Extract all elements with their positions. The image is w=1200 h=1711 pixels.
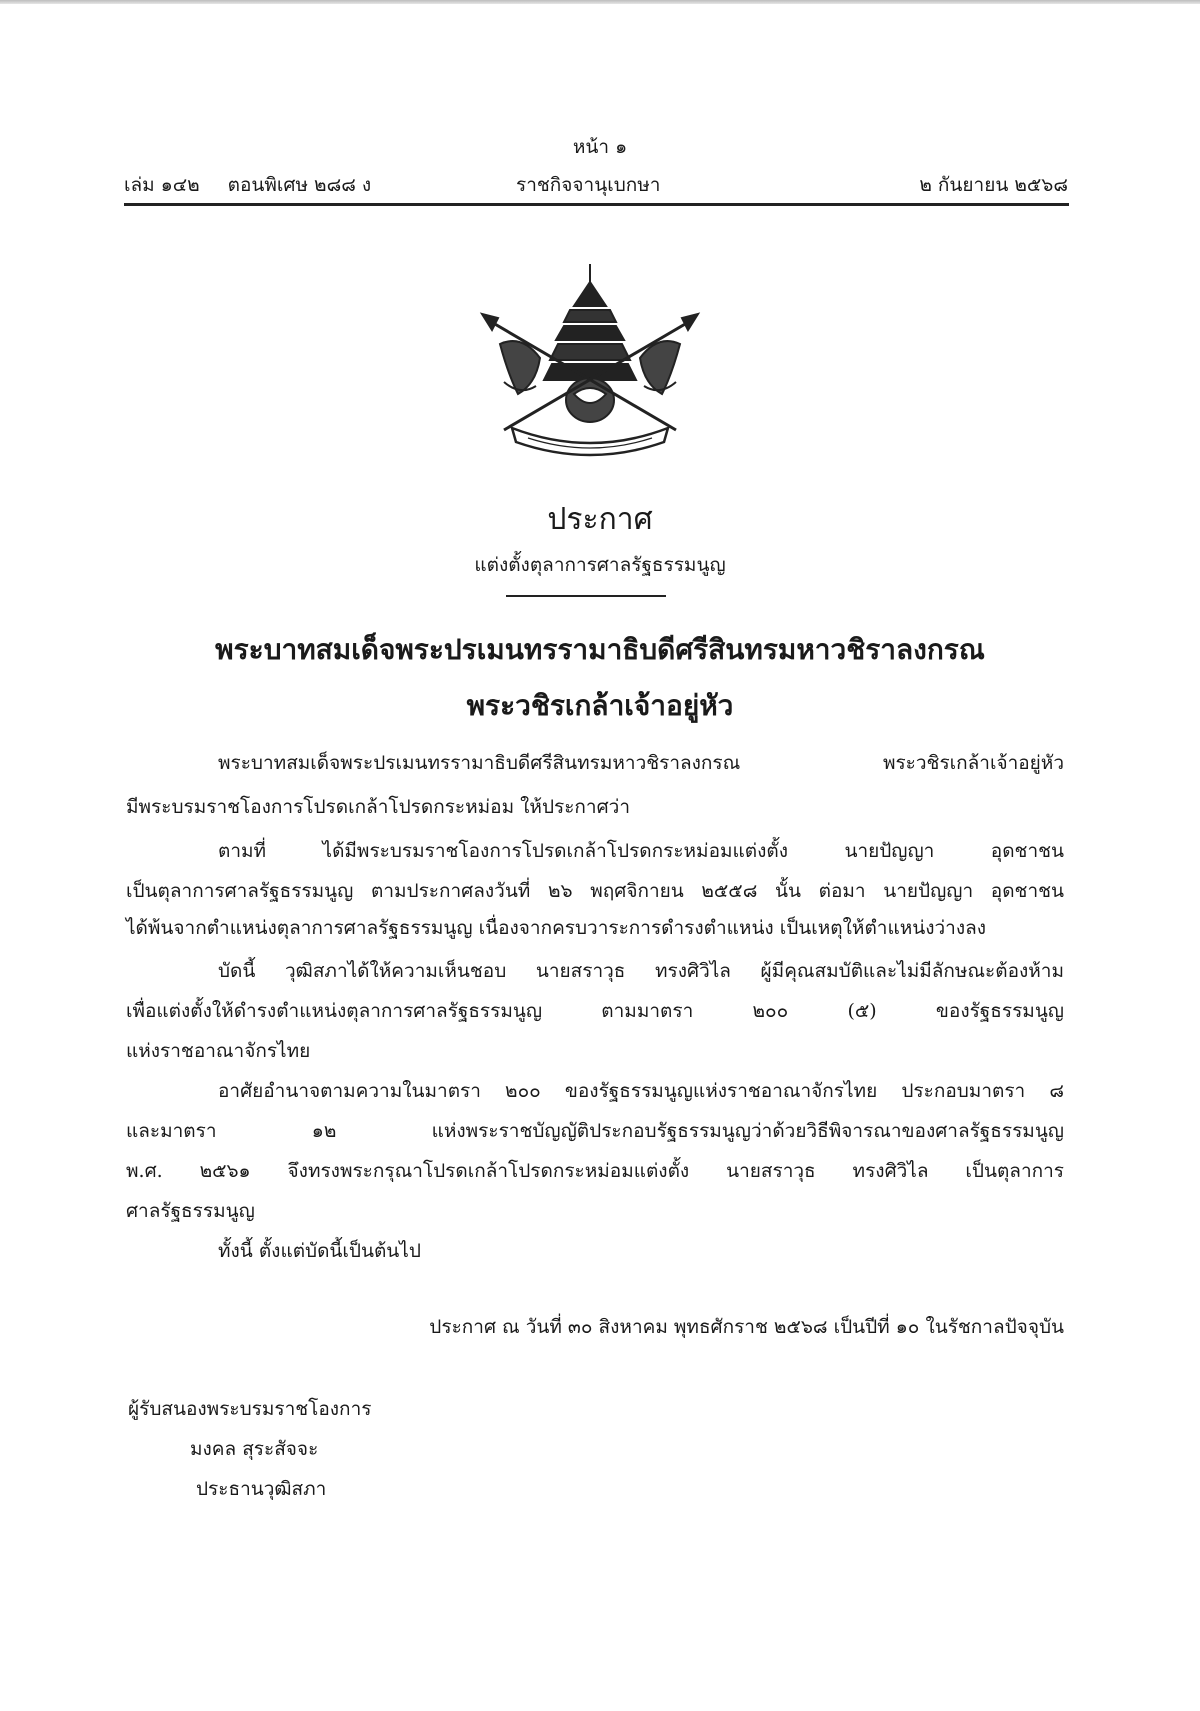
body-line: ทั้งนี้ ตั้งแต่บัดนี้เป็นต้นไป: [218, 1240, 421, 1262]
page-number: หน้า ๑: [572, 136, 628, 158]
king-name-line-1: พระบาทสมเด็จพระปรเมนทรรามาธิบดีศรีสินทรมหาวชิราลงกรณ: [215, 633, 985, 666]
body-line: ได้พ้นจากตำแหน่งตุลาการศาลรัฐธรรมนูญ เนื่องจากครบวาระการดำรงตำแหน่ง เป็นเหตุให้ตำแหน่งว่างลง: [126, 917, 987, 939]
gazette-section: ตอนพิเศษ ๒๘๘ ง: [227, 174, 372, 196]
body-line: มีพระบรมราชโองการโปรดเกล้าโปรดกระหม่อม ให้ประกาศว่า: [126, 796, 631, 818]
countersign-name: มงคล สุระสัจจะ: [190, 1438, 319, 1460]
body-line: ตามที่ ได้มีพระบรมราชโองการโปรดเกล้าโปรดกระหม่อมแต่งตั้ง นายปัญญา อุดชาชน: [218, 840, 1064, 862]
announcement-title: ประกาศ: [547, 502, 653, 537]
gazette-publication: ราชกิจจานุเบกษา: [516, 174, 661, 196]
title-divider: [506, 595, 666, 597]
royal-garuda-emblem-icon: [470, 262, 710, 462]
body-line: บัดนี้ วุฒิสภาได้ให้ความเห็นชอบ นายสราวุธ ทรงศิวิไล ผู้มีคุณสมบัติและไม่มีลักษณะต้องห้าม: [218, 960, 1064, 982]
announcement-subtitle: แต่งตั้งตุลาการศาลรัฐธรรมนูญ: [474, 554, 726, 576]
countersign-position: ประธานวุฒิสภา: [196, 1478, 327, 1500]
header-divider: [124, 203, 1069, 206]
gazette-date: ๒ กันยายน ๒๕๖๘: [919, 174, 1068, 196]
body-line: เป็นตุลาการศาลรัฐธรรมนูญ ตามประกาศลงวันที่ ๒๖ พฤศจิกายน ๒๕๕๘ นั้น ต่อมา นายปัญญา อุดชาชน: [126, 880, 1064, 902]
body-line: พระบาทสมเด็จพระปรเมนทรรามาธิบดีศรีสินทรมหาวชิราลงกรณ พระวชิรเกล้าเจ้าอยู่หัว: [218, 752, 1064, 774]
proclamation-date-line: ประกาศ ณ วันที่ ๓๐ สิงหาคม พุทธศักราช ๒๕๖๘ เป็นปีที่ ๑๐ ในรัชกาลปัจจุบัน: [429, 1316, 1064, 1338]
body-line: พ.ศ. ๒๕๖๑ จึงทรงพระกรุณาโปรดเกล้าโปรดกระหม่อมแต่งตั้ง นายสราวุธ ทรงศิวิไล เป็นตุลาการ: [126, 1160, 1064, 1182]
body-line: อาศัยอำนาจตามความในมาตรา ๒๐๐ ของรัฐธรรมนูญแห่งราชอาณาจักรไทย ประกอบมาตรา ๘: [218, 1080, 1064, 1102]
body-line: เพื่อแต่งตั้งให้ดำรงตำแหน่งตุลาการศาลรัฐธรรมนูญ ตามมาตรา ๒๐๐ (๕) ของรัฐธรรมนูญ: [126, 1000, 1064, 1022]
gazette-volume: เล่ม ๑๔๒: [124, 174, 200, 196]
body-line: และมาตรา ๑๒ แห่งพระราชบัญญัติประกอบรัฐธรรมนูญว่าด้วยวิธีพิจารณาของศาลรัฐธรรมนูญ: [126, 1120, 1064, 1142]
top-edge-shadow: [0, 0, 1200, 4]
body-line: แห่งราชอาณาจักรไทย: [126, 1040, 311, 1062]
gazette-volume-section: [124, 170, 399, 200]
body-line: ศาลรัฐธรรมนูญ: [126, 1200, 255, 1222]
countersign-label: ผู้รับสนองพระบรมราชโองการ: [128, 1398, 372, 1420]
king-name-line-2: พระวชิรเกล้าเจ้าอยู่หัว: [466, 689, 734, 722]
